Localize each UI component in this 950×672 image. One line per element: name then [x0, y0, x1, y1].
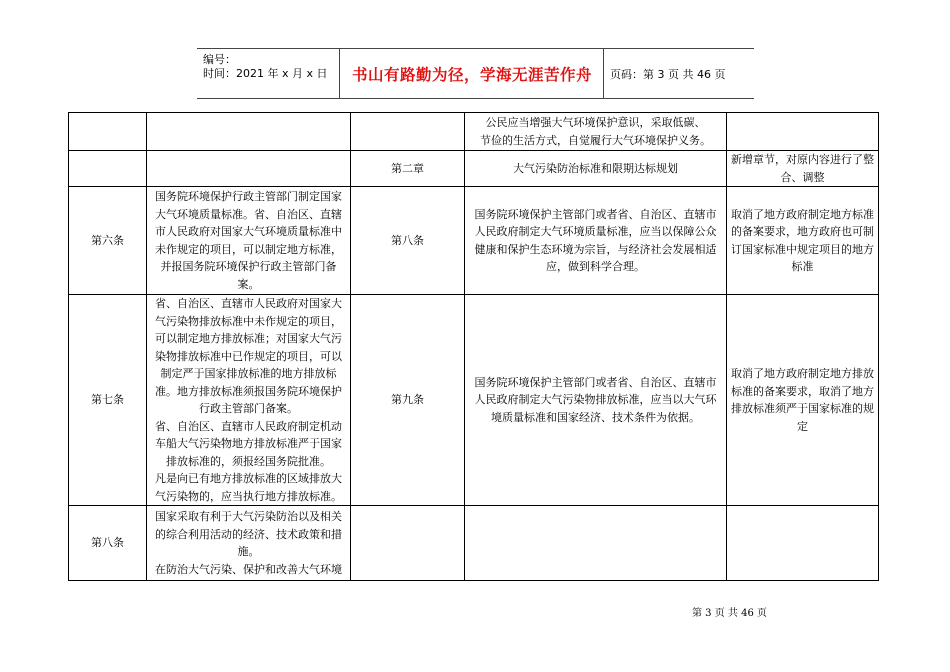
text-line: 的综合利用活动的经济、技术政策和措 [155, 527, 342, 541]
text-line: 应，做到科学合理。 [546, 260, 645, 273]
old-text-cell [147, 506, 351, 581]
header-page-info: 页码：第 3 页 共 46 页 [610, 67, 726, 81]
new-article-cell: 第九条 [351, 295, 465, 506]
table-row [69, 295, 879, 506]
new-text-cell [465, 187, 727, 295]
comparison-table [68, 112, 879, 581]
text-line: 气污染物的，应当执行地方排放标准。 [155, 489, 342, 503]
old-article-cell: 第六条 [69, 187, 147, 295]
text-line: 境质量标准和国家经济、技术条件为依据。 [491, 410, 700, 424]
text-line: 标准的备案要求，取消了地方 [731, 384, 874, 398]
table-cell [69, 151, 147, 187]
chapter-title-cell: 大气污染防治标准和限期达标规划 [465, 151, 727, 187]
text-line: 省、自治区、直辖市人民政府制定机动 [155, 419, 342, 433]
old-text-cell [147, 187, 351, 295]
text-line: 国务院环境保护主管部门或者省、自治区、直辖市 [474, 375, 717, 389]
text-line: 健康和保护生态环境为宗旨，与经济社会发展相适 [474, 242, 717, 256]
table-cell [69, 113, 147, 151]
text-line: 订国家标准中规定项目的地方 [731, 242, 874, 256]
table-cell [727, 113, 879, 151]
document-number-label: 编号： [203, 53, 236, 66]
text-line: 国家采取有利于大气污染防治以及相关 [155, 510, 342, 523]
text-line: 案。 [237, 277, 260, 291]
text-line: 定 [797, 419, 808, 433]
note-cell [727, 187, 879, 295]
table-row [69, 151, 879, 187]
text-line: 的备案要求，地方政府也可制 [731, 225, 874, 238]
text-line: 车船大气污染物地方排放标准严于国家 [155, 437, 342, 450]
old-text-cell [147, 295, 351, 506]
table-cell [351, 506, 465, 581]
text-line: 在防治大气污染、保护和改善大气环境 [155, 562, 342, 576]
text-line: 准。地方排放标准须报国务院环境保护 [155, 384, 342, 398]
text-line: 标准 [791, 260, 814, 273]
page-header [197, 48, 754, 99]
text-line: 节俭的生活方式，自觉履行大气环境保护义务。 [480, 133, 711, 147]
text-line: 可以制定地方排放标准；对国家大气污 [155, 332, 342, 345]
header-motto: 书山有路勤为径，学海无涯苦作舟 [341, 49, 604, 98]
new-text-cell [465, 295, 727, 506]
text-line: 公民应当增强大气环境保护意识，采取低碳、 [485, 116, 706, 129]
page-footer: 第 3 页 共 46 页 [692, 608, 767, 619]
text-line: 取消了地方政府制定地方排放 [731, 367, 874, 380]
text-line: 市人民政府对国家大气环境质量标准中 [155, 225, 342, 238]
table-cell [147, 113, 351, 151]
table-cell [465, 506, 727, 581]
header-meta [197, 49, 340, 98]
new-text-cell [465, 113, 727, 151]
text-line: 行政主管部门备案。 [199, 402, 298, 415]
table-cell [147, 151, 351, 187]
text-line: 合、调整 [780, 170, 825, 184]
table-row [69, 506, 879, 581]
table-cell [727, 506, 879, 581]
old-article-cell: 第八条 [69, 506, 147, 581]
text-line: 气污染物排放标准中未作规定的项目， [155, 314, 342, 328]
text-line: 制定严于国家排放标准的地方排放标 [160, 367, 337, 380]
table-cell [351, 113, 465, 151]
new-article-cell: 第八条 [351, 187, 465, 295]
text-line: 取消了地方政府制定地方标准 [731, 207, 874, 221]
document-date: 时间：2021 年 x 月 x 日 [203, 67, 328, 80]
text-line: 人民政府制定大气环境质量标准，应当以保障公众 [474, 225, 717, 238]
text-line: 排放标准的，须报经国务院批准。 [166, 454, 331, 468]
chapter-cell: 第二章 [351, 151, 465, 187]
text-line: 未作规定的项目，可以制定地方标准， [155, 242, 342, 256]
text-line: 凡是向已有地方排放标准的区域排放大 [155, 472, 342, 485]
text-line: 并报国务院环境保护行政主管部门备 [160, 260, 337, 273]
text-line: 国务院环境保护行政主管部门制定国家 [155, 190, 342, 203]
text-line: 染物排放标准中已作规定的项目，可以 [155, 349, 342, 363]
text-line: 施。 [237, 545, 260, 558]
note-cell [727, 295, 879, 506]
text-line: 排放标准须严于国家标准的规 [731, 402, 874, 415]
text-line: 国务院环境保护主管部门或者省、自治区、直辖市 [474, 207, 717, 221]
table-row [69, 187, 879, 295]
old-article-cell: 第七条 [69, 295, 147, 506]
text-line: 新增章节，对原内容进行了整 [731, 153, 874, 166]
note-cell [727, 151, 879, 187]
text-line: 人民政府制定大气污染物排放标准，应当以大气环 [474, 393, 717, 407]
text-line: 大气环境质量标准。省、自治区、直辖 [155, 207, 342, 221]
text-line: 省、自治区、直辖市人民政府对国家大 [155, 297, 342, 310]
table-row [69, 113, 879, 151]
